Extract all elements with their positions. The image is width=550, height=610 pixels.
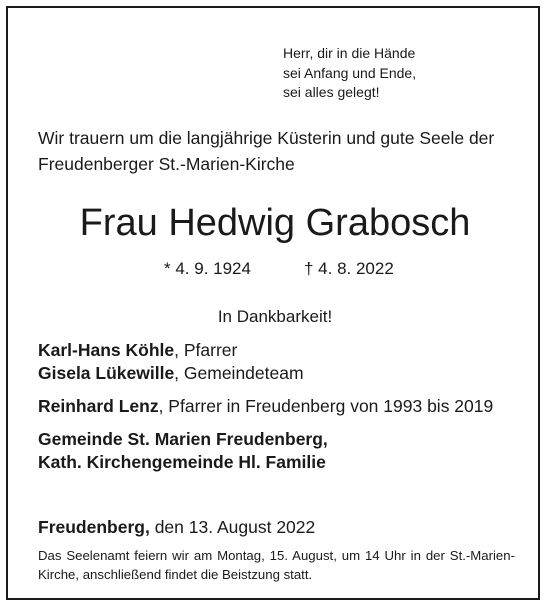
place-name: Freudenberg, (38, 517, 150, 537)
mourner-name: Gemeinde St. Marien Freudenberg, (38, 429, 328, 449)
mourner-name: Karl-Hans Köhle (38, 340, 175, 360)
deceased-name: Frau Hedwig Grabosch (79, 202, 471, 244)
mourner-role: , Pfarrer in Freudenberg von 1993 bis 2019 (158, 396, 494, 416)
intro-line: Freudenberger St.-Marien-Kirche (38, 154, 295, 174)
verse-line: sei alles gelegt! (283, 84, 380, 100)
mourner-name: Kath. Kirchengemeinde Hl. Familie (38, 452, 326, 472)
service-note: Das Seelenamt feiern wir am Montag, 15. August, um 14 Uhr in der St.-Marien-Kirche, anschließend findet die Beistzung statt. (38, 548, 515, 582)
birth-date: * 4. 9. 1924 (164, 259, 251, 278)
mourner-row (38, 362, 493, 385)
mourner-name: Reinhard Lenz (38, 396, 159, 416)
intro-line: Wir trauern um die langjährige Küsterin und gute Seele der (38, 128, 495, 148)
thanks-line: In Dankbarkeit! (217, 307, 333, 326)
death-date: † 4. 8. 2022 (304, 259, 394, 278)
mourner-name: Gisela Lükewille (38, 363, 175, 383)
mourners-list (38, 339, 493, 474)
mourner-row (38, 339, 493, 362)
date-text: den 13. August 2022 (149, 517, 316, 537)
obituary-frame (6, 6, 540, 600)
place-date-line (38, 516, 315, 538)
mourner-role: , Gemeindeteam (174, 363, 304, 383)
mourner-role: , Pfarrer (174, 340, 238, 360)
intro-text (38, 125, 494, 177)
mourner-row (38, 428, 493, 451)
verse-line: sei Anfang und Ende, (283, 64, 417, 81)
verse-line: Herr, dir in die Hände (283, 45, 416, 61)
mourner-row (38, 451, 493, 474)
mourner-row (38, 395, 493, 418)
verse (283, 44, 416, 103)
